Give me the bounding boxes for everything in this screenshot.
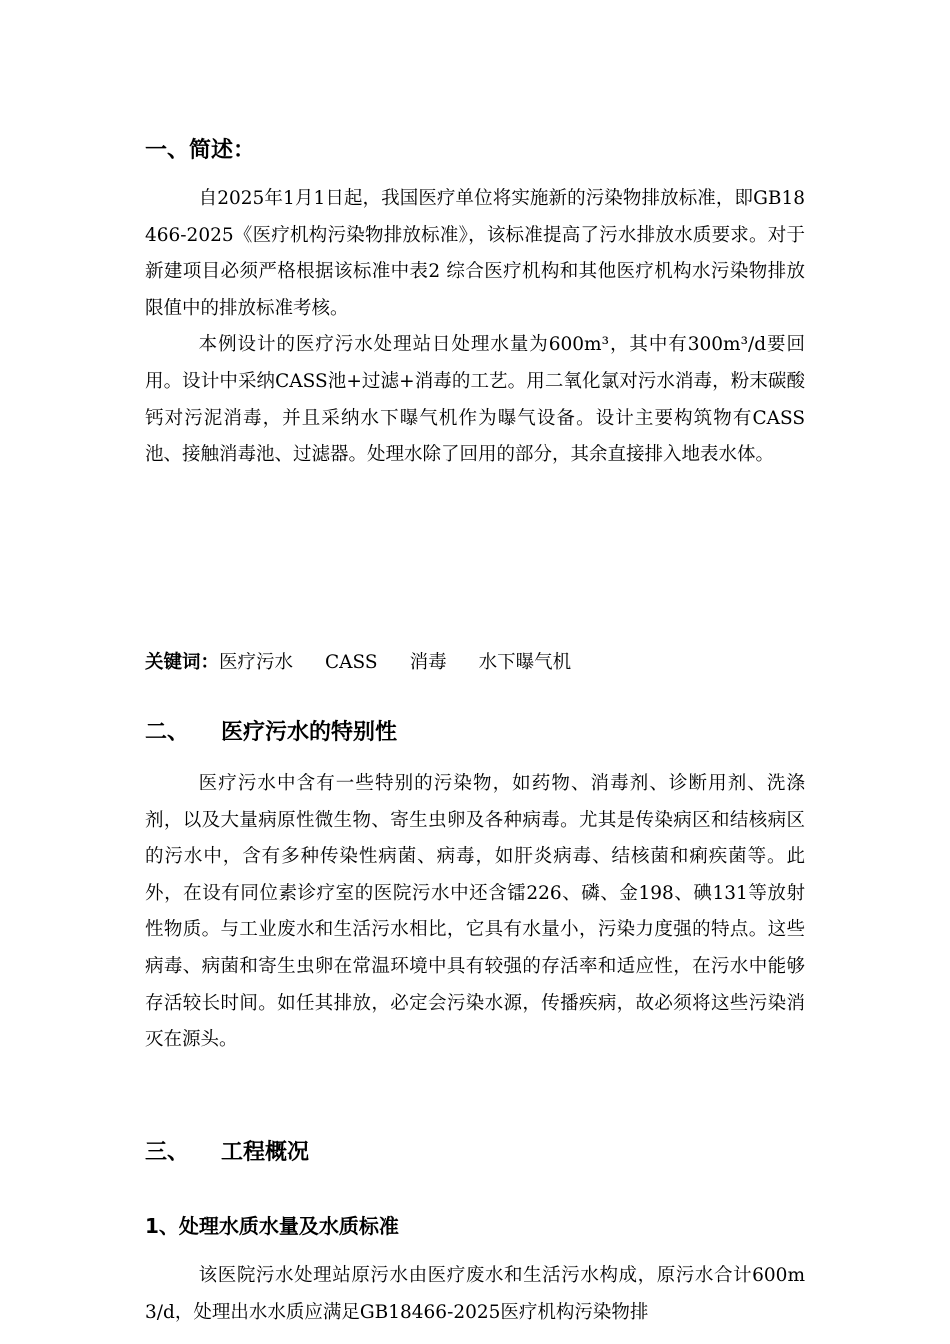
keyword-item: CASS [325, 652, 378, 673]
keyword-item: 医疗污水 [219, 652, 294, 673]
section-3-title: 工程概况 [221, 1140, 310, 1165]
section-1-paragraph-1: 自2025年1月1日起，我国医疗单位将实施新的污染物排放标准，即GB18466-2025《医疗机构污染物排放标准》，该标准提高了污水排放水质要求。对于新建项目必须严格根据该标准中表2 综合医疗机构和其他医疗机构水污染物排放限值中的排放标准考核。 [145, 188, 805, 319]
section-3-heading [145, 1138, 309, 1168]
section-1-title: 一、简述： [145, 138, 256, 163]
section-2-heading [145, 718, 397, 748]
section-3-number: 三、 [145, 1140, 190, 1165]
keywords-label: 关键词： [145, 652, 220, 673]
keywords-line [145, 645, 603, 681]
section-2-paragraph: 医疗污水中含有一些特别的污染物，如药物、消毒剂、诊断用剂、洗涤剂，以及大量病原性微生物、寄生虫卵及各种病毒。尤其是传染病区和结核病区的污水中，含有多种传染性病菌、病毒，如肝炎病毒、结核菌和痢疾菌等。此外，在设有同位素诊疗室的医院污水中还含镭226、磷、金198、碘131等放射性物质。与工业废水和生活污水相比，它具有水量小，污染力度强的特点。这些病毒、病菌和寄生虫卵在常温环境中具有较强的存活率和适应性，在污水中能够存活较长时间。如任其排放，必定会污染水源，传播疾病，故必须将这些污染消灭在源头。 [145, 773, 805, 1051]
section-2-title: 医疗污水的特别性 [221, 720, 398, 745]
section-3-subheading [145, 1212, 399, 1240]
keyword-item: 消毒 [409, 652, 447, 673]
section-1-body [145, 181, 805, 474]
section-1-paragraph-2: 本例设计的医疗污水处理站日处理水量为600m³，其中有300m³/d要回用。设计中采纳CASS池+过滤+消毒的工艺。用二氧化氯对污水消毒，粉末碳酸钙对污泥消毒，并且采纳水下曝气机作为曝气设备。设计主要构筑物有CASS池、接触消毒池、过滤器。处理水除了回用的部分，其余直接排入地表水体。 [145, 334, 805, 466]
section-2-body [145, 766, 805, 1059]
subsection-title: 1、处理水质水量及水质标准 [145, 1214, 399, 1238]
section-1-heading [145, 136, 255, 166]
section-2-number: 二、 [145, 720, 190, 745]
section-3-body [145, 1258, 805, 1331]
keyword-item: 水下曝气机 [478, 652, 572, 673]
section-3-paragraph: 该医院污水处理站原污水由医疗废水和生活污水构成，原污水合计600m3/d，处理出水水质应满足GB18466-2025医疗机构污染物排 [145, 1265, 805, 1323]
